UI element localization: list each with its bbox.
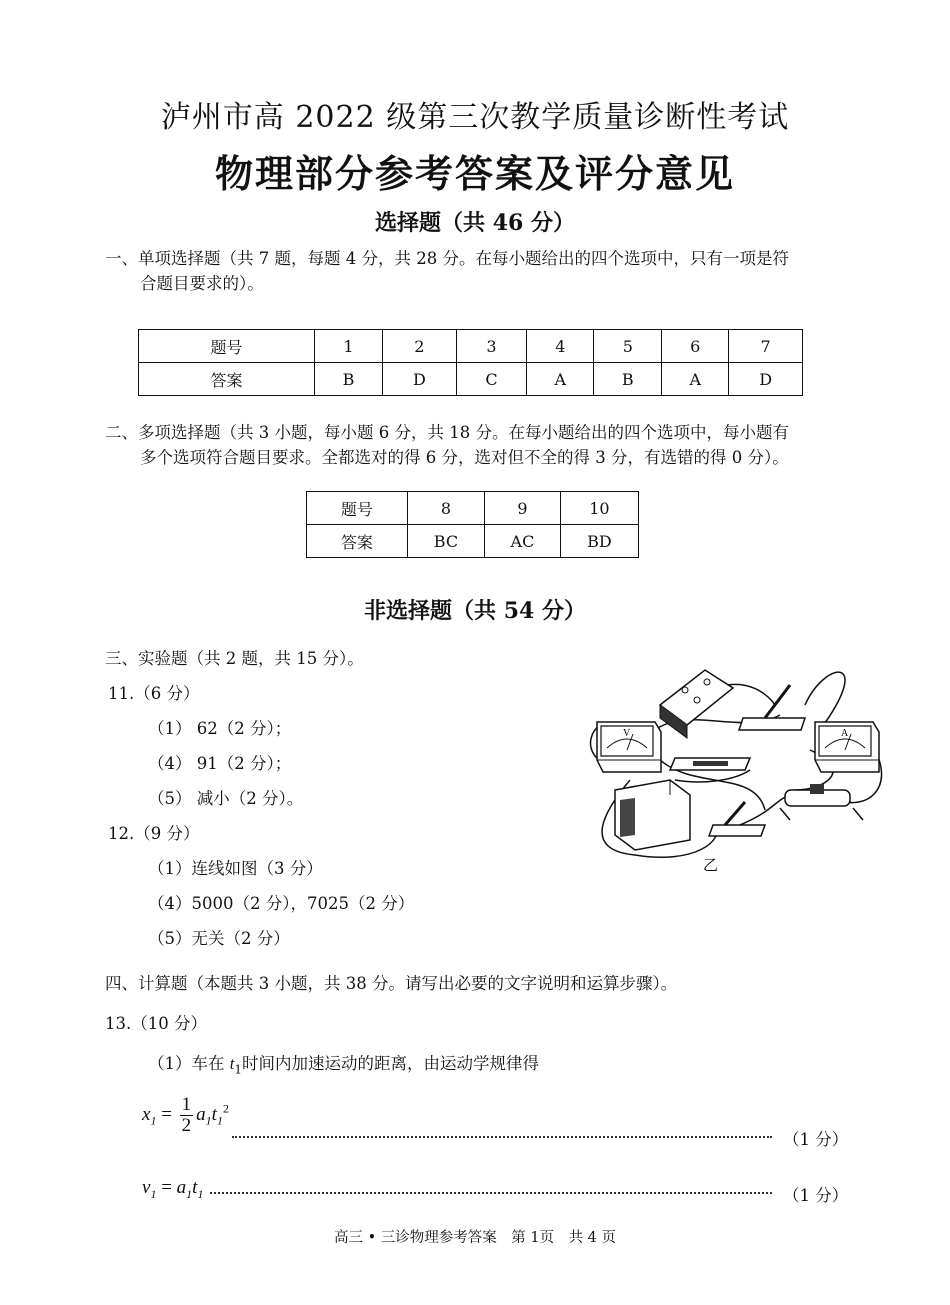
step1-suffix: 时间内加速运动的距离，由运动学规律得 [241,1054,539,1073]
question-number: 5 [594,330,662,363]
leader-dots [210,1192,772,1194]
eq2-a-sub: 1 [186,1186,193,1201]
q13-step1 [148,1050,539,1076]
equation-x1 [142,1095,229,1136]
exam-title: 泸州市高 2022 级第三次教学质量诊断性考试 [160,100,790,135]
row-label: 题号 [139,330,315,363]
eq2-t: t [192,1177,198,1198]
score-eq2: （1 分） [783,1186,849,1205]
fraction-denominator: 2 [181,1115,192,1136]
single-choice-answer-table [138,329,803,396]
table-row-answers [307,525,639,558]
eq1-lhs-sub: 1 [150,1113,157,1128]
eq2-t-sub: 1 [197,1186,204,1201]
answer-cell: B [314,363,382,396]
question-number: 1 [314,330,382,363]
resistance-box [660,670,733,738]
question-number: 9 [485,492,561,525]
circuit-diagram [575,660,885,875]
multiple-choice-instructions [105,420,845,470]
multiple-choice-line1: 二、多项选择题（共 3 小题，每小题 6 分，共 18 分。在每小题给出的四个选项中，每小题有 [105,423,789,442]
answer-cell: A [527,363,594,396]
eq1-t: t [211,1103,217,1125]
q12-answer: （1）连线如图（3 分） [148,859,323,878]
ammeter-label: A [841,728,849,739]
single-choice-line2: 合题目要求的）。 [140,274,264,293]
eq2-equals: = [156,1177,177,1198]
eq2-lhs: v [142,1177,151,1198]
question-number: 6 [662,330,729,363]
table-row-answers [139,363,803,396]
voltmeter [597,722,661,772]
switch-top [739,685,805,730]
eq1-lhs: x [142,1103,151,1125]
q11-answer: （1） 62（2 分）； [148,719,292,738]
eq1-a-sub: 1 [205,1113,212,1128]
row-label: 答案 [307,525,408,558]
step1-sub: 1 [234,1062,242,1077]
eq2-lhs-sub: 1 [150,1186,157,1201]
eq1-t-sub: 1 [216,1113,223,1128]
q11-answer: （5） 减小（2 分）。 [148,789,304,808]
ammeter [815,722,879,772]
switch-bottom [709,802,765,836]
single-choice-instructions [105,246,845,296]
score-eq1: （1 分） [783,1130,849,1149]
step1-var: t [229,1054,235,1073]
fraction-numerator: 1 [181,1094,192,1115]
answer-cell: BC [407,525,484,558]
question-number: 2 [383,330,457,363]
q12-answer: （5）无关（2 分） [148,929,290,948]
resistor [670,758,750,770]
table-row-numbers [139,330,803,363]
question-number: 10 [560,492,638,525]
multiple-choice-answer-table [306,491,639,558]
document-title: 物理部分参考答案及评分意见 [214,151,735,196]
question-number: 8 [407,492,484,525]
leader-dots [232,1136,772,1138]
page-footer: 高三 • 三诊物理参考答案 第 1页 共 4 页 [333,1230,617,1246]
table-row-numbers [307,492,639,525]
nonchoice-section-heading: 非选择题（共 54 分） [364,598,586,624]
step1-prefix: （1）车在 [148,1054,230,1073]
q12-label: 12.（9 分） [108,824,200,843]
answer-cell: BD [560,525,638,558]
fraction-half [180,1095,194,1136]
single-choice-line1: 一、单项选择题（共 7 题，每题 4 分，共 28 分。在每小题给出的四个选项中，只有一项是符 [105,249,789,268]
q13-label: 13.（10 分） [105,1014,207,1033]
row-label: 题号 [307,492,408,525]
question-number: 7 [729,330,803,363]
question-number: 4 [527,330,594,363]
answer-cell: C [456,363,527,396]
experiment-heading: 三、实验题（共 2 题，共 15 分）。 [105,649,364,668]
eq2-a: a [176,1177,187,1198]
eq1-a: a [196,1103,206,1125]
voltmeter-label: V [623,728,631,739]
calculation-heading: 四、计算题（本题共 3 小题，共 38 分。请写出必要的文字说明和运算步骤）。 [105,974,678,993]
row-label: 答案 [139,363,315,396]
figure-caption: 乙 [703,856,719,874]
eq1-equals: = [156,1103,177,1125]
q11-label: 11.（6 分） [108,684,200,703]
battery [615,780,690,850]
q12-answer: （4）5000（2 分），7025（2 分） [148,894,415,913]
answer-cell: D [729,363,803,396]
eq1-t-sup: 2 [222,1101,229,1116]
answer-cell: A [662,363,729,396]
choice-section-heading: 选择题（共 46 分） [375,210,575,236]
equation-v1 [142,1177,203,1202]
answer-cell: B [594,363,662,396]
answer-cell: AC [485,525,561,558]
question-number: 3 [456,330,527,363]
q11-answer: （4） 91（2 分）； [148,754,292,773]
answer-cell: D [383,363,457,396]
multiple-choice-line2: 多个选项符合题目要求。全都选对的得 6 分，选对但不全的得 3 分，有选错的得 0 分）。 [140,448,789,467]
